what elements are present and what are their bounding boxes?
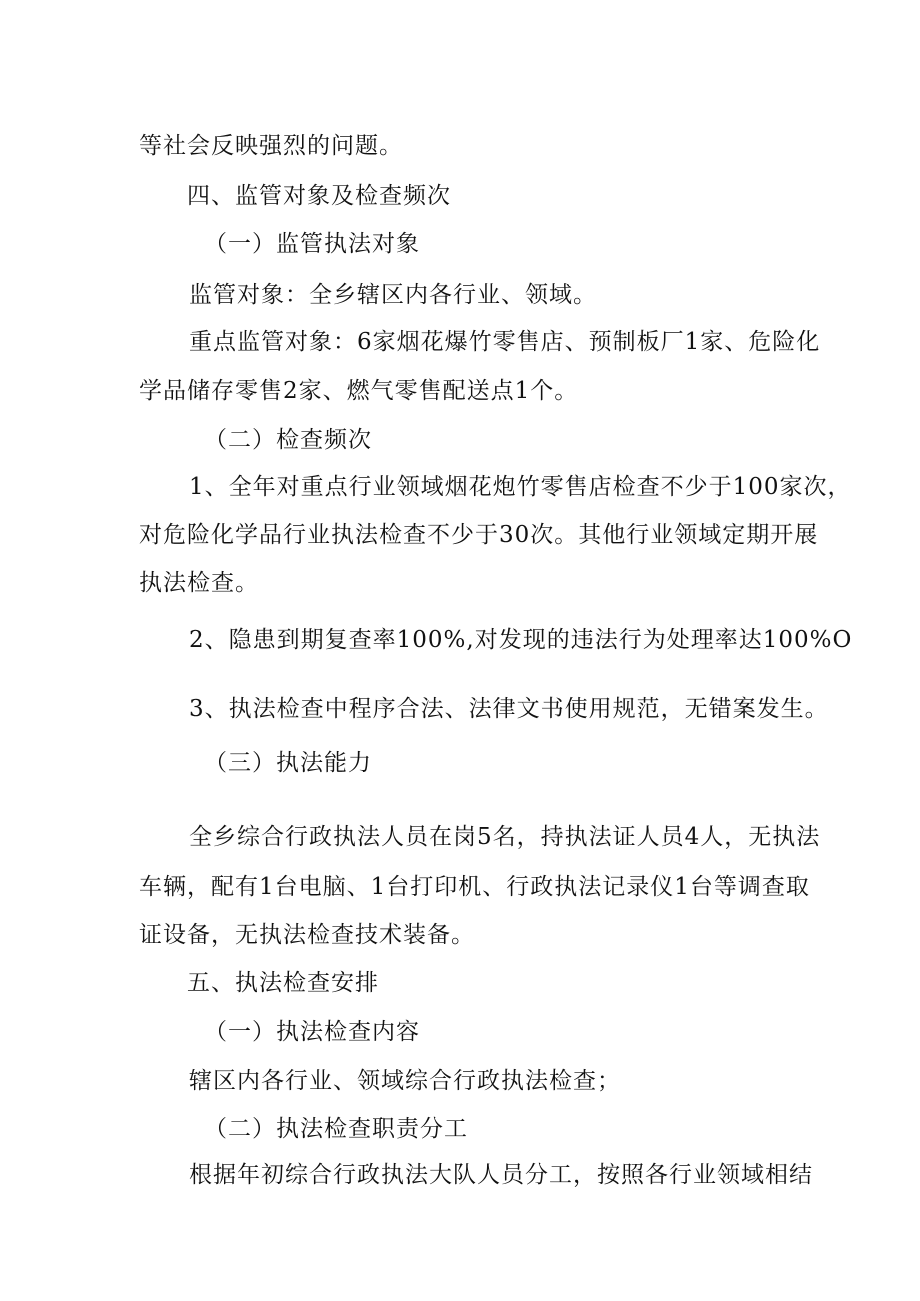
body-text-line: 等社会反映强烈的问题。	[139, 133, 403, 159]
subsection-heading: （二）执法检查职责分工	[204, 1116, 468, 1142]
body-text-line: 辖区内各行业、领域综合行政执法检查；	[189, 1068, 621, 1094]
body-text-line: 监管对象：全乡辖区内各行业、领域。	[189, 282, 597, 308]
subsection-heading: （一）监管执法对象	[204, 231, 420, 257]
subsection-heading: （一）执法检查内容	[204, 1019, 420, 1045]
body-text-line: 1、全年对重点行业领域烟花炮竹零售店检查不少于100家次，	[189, 474, 852, 500]
body-text-line: 重点监管对象：6家烟花爆竹零售店、预制板厂1家、危险化	[189, 329, 821, 355]
section-heading-four: 四、监管对象及检查频次	[187, 183, 451, 209]
body-text-line: 执法检查。	[139, 570, 259, 596]
body-text-line: 学品储存零售2家、燃气零售配送点1个。	[139, 378, 579, 404]
body-text-line: 对危险化学品行业执法检查不少于30次。其他行业领域定期开展	[139, 522, 819, 548]
body-text-line: 车辆，配有1台电脑、1台打印机、行政执法记录仪1台等调查取	[139, 874, 810, 900]
body-text-line: 证设备，无执法检查技术装备。	[139, 922, 475, 948]
subsection-heading: （三）执法能力	[204, 750, 372, 776]
body-text-line: 2、隐患到期复查率100%,对发现的违法行为处理率达100%O	[189, 627, 853, 653]
section-heading-five: 五、执法检查安排	[187, 970, 379, 996]
subsection-heading: （二）检查频次	[204, 427, 372, 453]
body-text-line: 全乡综合行政执法人员在岗5名，持执法证人员4人，无执法	[189, 824, 821, 850]
body-text-line: 根据年初综合行政执法大队人员分工，按照各行业领域相结	[189, 1162, 813, 1188]
body-text-line: 3、执法检查中程序合法、法律文书使用规范，无错案发生。	[189, 696, 829, 722]
